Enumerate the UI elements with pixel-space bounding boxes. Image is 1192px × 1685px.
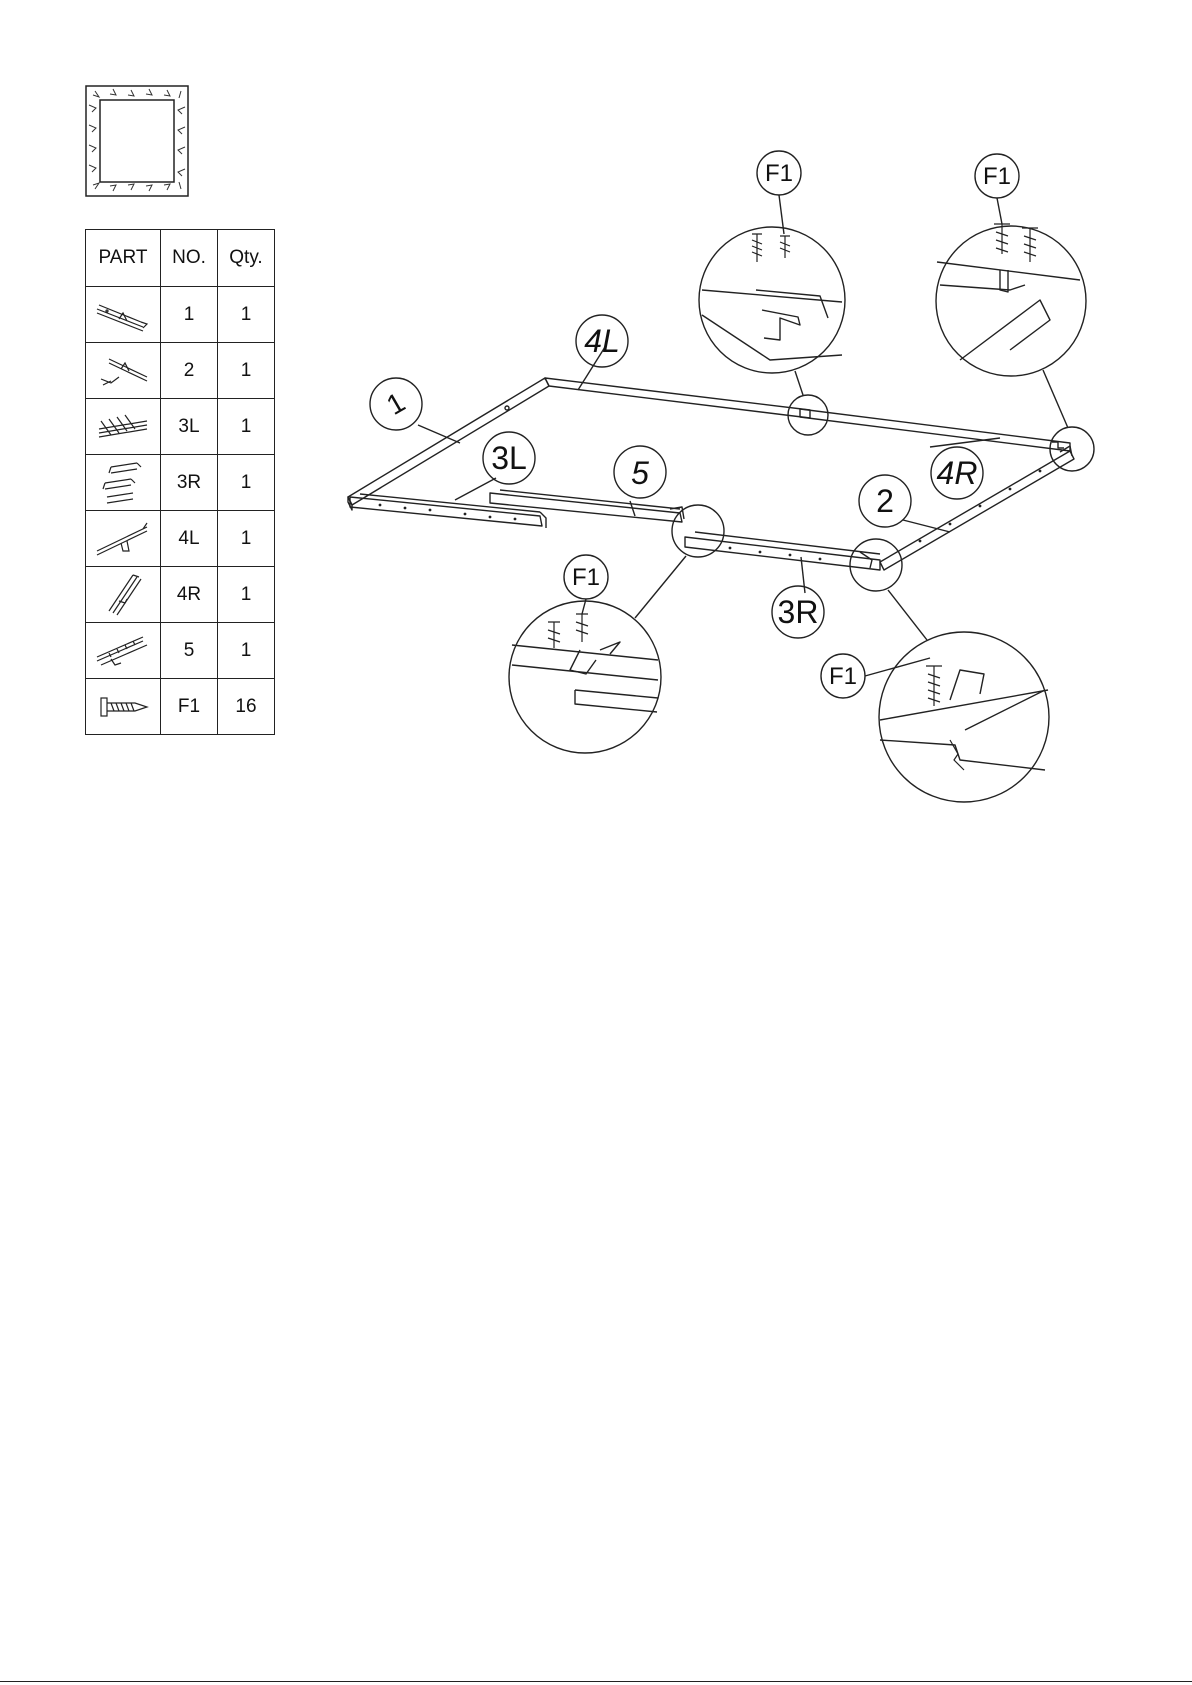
part-qty: 16 — [218, 679, 275, 735]
part-number: 5 — [161, 623, 218, 679]
header-qty: Qty. — [218, 230, 275, 287]
label-screw-top-left: F1 — [764, 160, 794, 187]
part-number: 4R — [161, 567, 218, 623]
label-part-3l: 3L — [491, 440, 527, 476]
part-number: 4L — [161, 511, 218, 567]
part-qty: 1 — [218, 399, 275, 455]
label-part-3r: 3R — [777, 594, 819, 630]
joint-marker — [850, 539, 902, 591]
label-part-4l: 4L — [584, 323, 620, 359]
part-qty: 1 — [218, 287, 275, 343]
part-qty: 1 — [218, 343, 275, 399]
detail-top-right — [936, 224, 1086, 376]
part-qty: 1 — [218, 455, 275, 511]
part-qty: 1 — [218, 623, 275, 679]
part-number: F1 — [161, 679, 218, 735]
part-number: 2 — [161, 343, 218, 399]
label-screw-bottom-left: F1 — [571, 564, 601, 591]
label-part-5: 5 — [631, 455, 649, 491]
detail-bottom-right — [879, 632, 1049, 802]
header-part: PART — [86, 230, 161, 287]
header-no: NO. — [161, 230, 218, 287]
part-number: 3R — [161, 455, 218, 511]
label-part-1: 1 — [381, 386, 411, 421]
part-3l-rail — [350, 494, 546, 528]
page-bottom-rule — [0, 1681, 1192, 1682]
label-part-2: 2 — [876, 483, 894, 519]
part-5-rail — [490, 490, 684, 522]
label-part-4r: 4R — [936, 455, 978, 491]
joint-marker — [788, 395, 828, 435]
part-qty: 1 — [218, 567, 275, 623]
label-screw-top-right: F1 — [982, 163, 1012, 190]
detail-bottom-left — [509, 601, 661, 753]
part-number: 3L — [161, 399, 218, 455]
part-4r-rail — [800, 409, 1070, 451]
label-screw-bottom-right: F1 — [828, 663, 858, 690]
part-4l-rail — [545, 378, 810, 418]
part-qty: 1 — [218, 511, 275, 567]
part-number: 1 — [161, 287, 218, 343]
detail-top-left — [699, 227, 845, 373]
